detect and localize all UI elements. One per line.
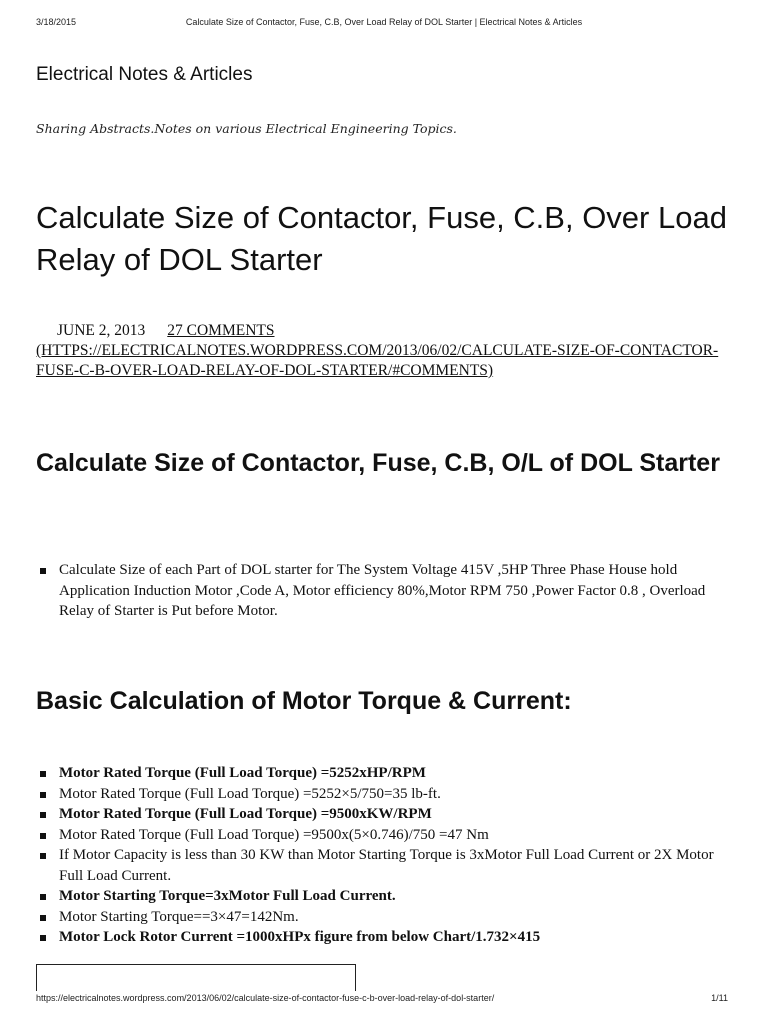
list-item: Motor Rated Torque (Full Load Torque) =5252xHP/RPM <box>36 763 736 784</box>
intro-list <box>36 560 736 622</box>
list-item: Motor Starting Torque=3xMotor Full Load Current. <box>36 886 736 907</box>
calculation-list <box>36 763 736 948</box>
comments-url-link[interactable]: (HTTPS://ELECTRICALNOTES.WORDPRESS.COM/2013/06/02/CALCULATE-SIZE-OF-CONTACTOR-FUSE-C-B-OVER-LOAD-RELAY-OF-DOL-STARTER/#COMMENTS) <box>36 342 719 379</box>
list-item: If Motor Capacity is less than 30 KW than Motor Starting Torque is 3xMotor Full Load Current or 2X Motor Full Load Current. <box>36 845 736 886</box>
post-meta <box>36 321 736 381</box>
print-url: https://electricalnotes.wordpress.com/2013/06/02/calculate-size-of-contactor-fuse-c-b-over-load-relay-of-dol-starter/ <box>36 993 495 1003</box>
list-item: Motor Starting Torque==3×47=142Nm. <box>36 907 736 928</box>
print-date: 3/18/2015 <box>36 17 77 27</box>
page-number: 1/11 <box>711 993 728 1003</box>
list-item: Motor Rated Torque (Full Load Torque) =5252×5/750=35 lb-ft. <box>36 784 736 805</box>
site-tagline: Sharing Abstracts.Notes on various Electrical Engineering Topics. <box>36 121 457 136</box>
list-item: Calculate Size of each Part of DOL starter for The System Voltage 415V ,5HP Three Phase House hold Application Induction Motor ,Code A, Motor efficiency 80%,Motor RPM 750 ,Power Factor 0.8 , Overload Relay of Starter is Put before Motor. <box>36 560 736 622</box>
site-title[interactable]: Electrical Notes & Articles <box>36 64 253 85</box>
list-item: Motor Lock Rotor Current =1000xHPx figure from below Chart/1.732×415 <box>36 927 736 948</box>
list-item: Motor Rated Torque (Full Load Torque) =9500xKW/RPM <box>36 804 736 825</box>
print-footer <box>0 993 768 1007</box>
post-date: JUNE 2, 2013 <box>57 322 146 339</box>
post-title: Calculate Size of Contactor, Fuse, C.B, Over Load Relay of DOL Starter <box>36 200 727 277</box>
section-heading-sizing: Calculate Size of Contactor, Fuse, C.B, O/L of DOL Starter <box>36 449 720 477</box>
print-doc-title: Calculate Size of Contactor, Fuse, C.B, Over Load Relay of DOL Starter | Electrical Notes & Articles <box>185 17 583 27</box>
comments-link[interactable]: 27 COMMENTS <box>167 322 275 339</box>
list-item: Motor Rated Torque (Full Load Torque) =9500x(5×0.746)/750 =47 Nm <box>36 825 736 846</box>
section-heading-torque: Basic Calculation of Motor Torque & Current: <box>36 687 572 715</box>
print-header <box>0 17 768 31</box>
chart-table-frame <box>36 964 356 991</box>
